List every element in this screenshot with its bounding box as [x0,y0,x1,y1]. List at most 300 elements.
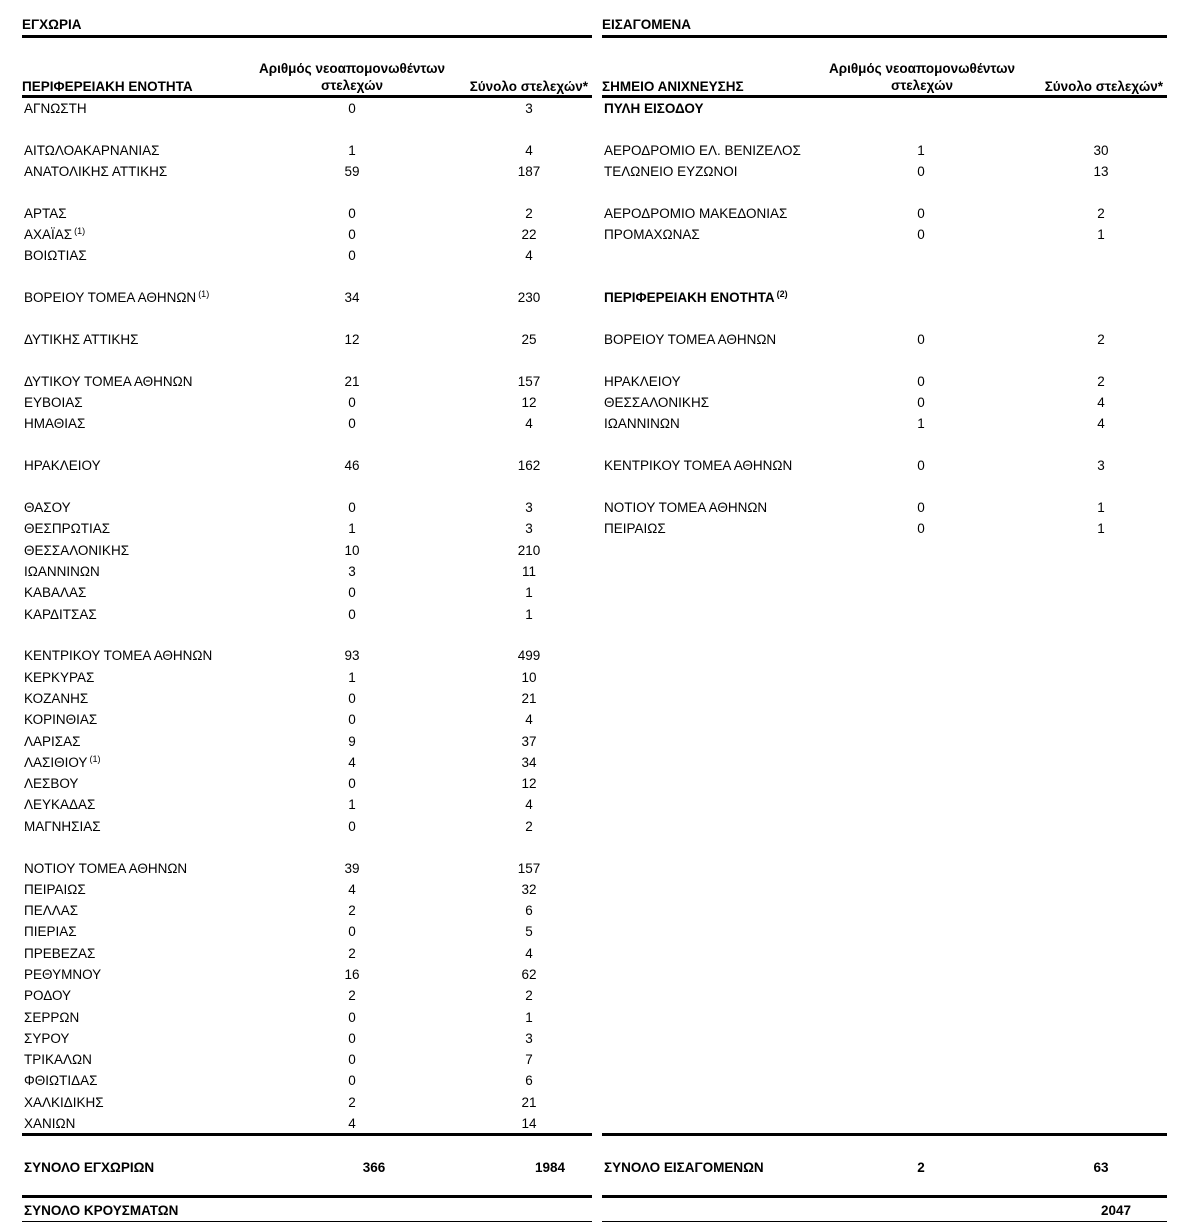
row-isolated-value: 1 [348,142,356,158]
row-name-text: ΡΟΔΟΥ [24,988,72,1004]
row-name-text: ΛΕΣΒΟΥ [24,776,79,792]
table-row [22,794,592,815]
imported-total-row [602,1158,1167,1178]
row-spacer [602,119,1167,140]
row-isolated-value: 10 [344,542,360,558]
row-isolated-value: 0 [348,248,356,264]
row-spacer [22,837,592,858]
row-total-value: 187 [517,164,541,180]
table-row [22,667,592,688]
row-name-text: ΑΕΡΟΔΡΟΜΙΟ ΕΛ. ΒΕΝΙΖΕΛΟΣ [604,142,801,158]
row-name-text: ΒΟΡΕΙΟΥ ΤΟΜΕΑ ΑΘΗΝΩΝ [604,332,777,348]
row-isolated-value: 34 [344,290,360,306]
table-row [22,985,592,1006]
row-total-value: 12 [521,776,537,792]
table-row [22,518,592,539]
table-row [22,816,592,837]
row-name [24,1070,97,1091]
row-spacer [22,625,592,646]
table-row [22,561,592,582]
grand-total-divider-left [22,1195,592,1198]
row-total-value: 4 [525,248,533,264]
row-isolated-value: 0 [348,606,356,622]
col-isolated-header: Αριθμός νεοαπομονωθέντων στελεχών [829,61,1015,93]
row-spacer [602,350,1167,371]
table-row [602,497,1167,518]
row-isolated-value: 0 [917,521,925,537]
table-row [22,98,592,119]
row-name [24,773,78,794]
table-row [22,497,592,518]
table-row [602,140,1167,161]
row-name-text: ΣΕΡΡΩΝ [24,1009,80,1025]
row-total-value: 4 [525,142,533,158]
row-name-text: ΑΡΤΑΣ [24,205,67,221]
table-row [22,224,592,245]
table-row [22,604,592,625]
footnote-marker: (1) [89,753,101,764]
row-isolated-value: 0 [348,1052,356,1068]
row-name-text: ΜΑΓΝΗΣΙΑΣ [24,818,101,834]
row-total-value: 6 [525,903,533,919]
row-isolated-value: 0 [348,818,356,834]
row-isolated-value: 1 [348,521,356,537]
row-name [24,329,138,350]
row-name-text: ΧΑΝΙΩΝ [24,1116,76,1132]
row-spacer [22,267,592,288]
table-row [22,161,592,182]
table-row [22,1007,592,1028]
row-name-text: ΚΕΝΤΡΙΚΟΥ ΤΟΜΕΑ ΑΘΗΝΩΝ [604,458,793,474]
row-name-text: ΠΕΙΡΑΙΩΣ [604,521,666,537]
table-row [22,943,592,964]
row-total-value: 13 [1093,164,1109,180]
table-row [22,455,592,476]
row-isolated-value: 12 [344,332,360,348]
row-spacer [602,267,1167,288]
row-name-text: ΕΥΒΟΙΑΣ [24,395,83,411]
row-name [604,203,787,224]
row-name [24,561,100,582]
row-isolated-value: 2 [348,1094,356,1110]
row-spacer [22,119,592,140]
row-total-value: 2 [525,205,533,221]
row-name [24,604,97,625]
row-total-value: 2 [1097,205,1105,221]
col-isolated-header: Αριθμός νεοαπομονωθέντων στελεχών [259,61,445,93]
row-isolated-value: 46 [344,458,360,474]
row-name [24,540,129,561]
row-isolated-value: 2 [348,945,356,961]
row-isolated-value: 0 [917,227,925,243]
table-row [22,540,592,561]
row-name [24,709,97,730]
row-name-text: ΑΧΑΪΑΣ [24,227,73,243]
row-name-text: ΛΕΥΚΑΔΑΣ [24,797,96,813]
row-name [24,497,71,518]
col-region-header: ΠΕΡΙΦΕΡΕΙΑΚΗ ΕΝΟΤΗΤΑ [22,79,193,94]
row-isolated-value: 0 [917,373,925,389]
row-name-text: ΣΥΡΟΥ [24,1030,70,1046]
table-row [602,392,1167,413]
row-total-value: 6 [525,1073,533,1089]
row-isolated-value: 0 [917,395,925,411]
table-row [602,287,1167,308]
row-name-text: ΑΙΤΩΛΟΑΚΑΡΝΑΝΙΑΣ [24,142,160,158]
row-isolated-value: 4 [348,1116,356,1132]
row-isolated-value: 0 [917,332,925,348]
row-name [604,161,737,182]
row-spacer [22,477,592,498]
imported-total-label: ΣΥΝΟΛΟ ΕΙΣΑΓΟΜΕΝΩΝ [604,1160,764,1175]
row-isolated-value: 0 [348,416,356,432]
table-row [22,203,592,224]
row-isolated-value: 4 [348,754,356,770]
row-name [24,140,159,161]
row-name-text: ΘΕΣΣΑΛΟΝΙΚΗΣ [604,395,710,411]
table-row [22,287,592,308]
row-total-value: 2 [525,988,533,1004]
table-row [22,921,592,942]
table-row [22,731,592,752]
row-total-value: 37 [521,733,537,749]
row-name-text: ΚΑΡΔΙΤΣΑΣ [24,606,97,622]
row-name [24,1092,104,1113]
row-name [604,392,709,413]
table-row [22,140,592,161]
row-name-text: ΚΑΒΑΛΑΣ [24,585,87,601]
domestic-total-row [22,1158,592,1178]
row-isolated-value: 0 [348,585,356,601]
row-name-text: ΠΕΡΙΦΕΡΕΙΑΚΗ ΕΝΟΤΗΤΑ [604,290,775,306]
row-name [24,582,86,603]
table-row [22,900,592,921]
row-total-value: 210 [517,542,541,558]
row-name-text: ΦΘΙΩΤΙΔΑΣ [24,1073,98,1089]
table-row [22,1113,592,1134]
row-total-value: 30 [1093,142,1109,158]
row-total-value: 230 [517,290,541,306]
row-isolated-value: 0 [348,712,356,728]
row-isolated-value: 0 [348,1009,356,1025]
row-name-text: ΗΜΑΘΙΑΣ [24,416,86,432]
row-isolated-value: 93 [344,648,360,664]
row-name-text: ΠΙΕΡΙΑΣ [24,924,77,940]
grand-total-row [22,1201,592,1221]
table-row [602,455,1167,476]
table-row [22,1049,592,1070]
domestic-total-total: 1984 [534,1160,566,1175]
row-name-text: ΠΕΙΡΑΙΩΣ [24,881,86,897]
imported-total-total: 63 [1093,1160,1109,1175]
row-name-text: ΛΑΣΙΘΙΟΥ [24,754,88,770]
row-total-value: 4 [525,416,533,432]
row-total-value: 1 [1097,500,1105,516]
domestic-section-title: ΕΓΧΩΡΙΑ [22,17,592,38]
row-name [24,688,88,709]
table-row [22,371,592,392]
row-total-value: 4 [525,945,533,961]
row-name [24,879,86,900]
footnote-marker: (2) [776,289,788,300]
row-isolated-value: 0 [348,205,356,221]
row-total-value: 14 [521,1116,537,1132]
row-total-value: 1 [525,606,533,622]
row-name [24,224,85,245]
row-isolated-value: 0 [917,458,925,474]
row-name-text: ΙΩΑΝΝΙΝΩΝ [604,416,680,432]
row-total-value: 25 [521,332,537,348]
row-total-value: 2 [1097,332,1105,348]
row-name-text: ΗΡΑΚΛΕΙΟΥ [24,458,101,474]
row-name-text: ΒΟΙΩΤΙΑΣ [24,248,87,264]
footnote-marker: (1) [74,226,86,237]
row-total-value: 1 [1097,521,1105,537]
row-isolated-value: 0 [348,924,356,940]
row-isolated-value: 0 [917,205,925,221]
row-name [24,1028,69,1049]
row-name-text: ΧΑΛΚΙΔΙΚΗΣ [24,1094,104,1110]
row-name [24,731,80,752]
col-point-header: ΣΗΜΕΙΟ ΑΝΙΧΝΕΥΣΗΣ [602,79,744,94]
table-row [22,964,592,985]
row-total-value: 10 [521,669,537,685]
col-total-header: Σύνολο στελεχών* [1044,79,1163,94]
table-row [602,329,1167,350]
row-name-text: ΚΕΝΤΡΙΚΟΥ ΤΟΜΕΑ ΑΘΗΝΩΝ [24,648,213,664]
row-total-value: 3 [525,101,533,116]
row-name [24,900,78,921]
row-total-value: 4 [525,797,533,813]
row-total-value: 3 [525,500,533,516]
imported-section-title: ΕΙΣΑΓΟΜΕΝΑ [602,17,1167,38]
row-isolated-value: 2 [348,988,356,1004]
row-name-text: ΤΕΛΩΝΕΙΟ ΕΥΖΩΝΟΙ [604,164,738,180]
table-row [22,645,592,666]
grand-total-label: ΣΥΝΟΛΟ ΚΡΟΥΣΜΑΤΩΝ [24,1203,179,1218]
row-name-text: ΔΥΤΙΚΗΣ ΑΤΤΙΚΗΣ [24,332,139,348]
row-name [24,794,95,815]
grand-total-underline-left [22,1221,592,1222]
row-name [24,371,193,392]
row-name-text: ΚΟΖΑΝΗΣ [24,690,89,706]
table-row [602,413,1167,434]
row-total-value: 22 [521,227,537,243]
row-name [24,455,101,476]
row-name-text: ΒΟΡΕΙΟΥ ΤΟΜΕΑ ΑΘΗΝΩΝ [24,290,197,306]
row-total-value: 1 [525,585,533,601]
row-total-value: 157 [517,373,541,389]
row-name [24,413,85,434]
table-row [602,371,1167,392]
row-spacer [22,309,592,330]
row-name [24,287,209,308]
row-total-value: 5 [525,924,533,940]
table-row [22,329,592,350]
row-name [24,921,77,942]
row-name [24,645,212,666]
grand-total-divider-right [602,1195,1167,1198]
row-total-value: 21 [521,1094,537,1110]
row-name [24,161,167,182]
row-name-text: ΚΕΡΚΥΡΑΣ [24,669,95,685]
row-total-value: 4 [1097,416,1105,432]
table-row [22,858,592,879]
table-row [22,582,592,603]
row-isolated-value: 1 [348,669,356,685]
row-total-value: 3 [1097,458,1105,474]
row-spacer [22,435,592,456]
row-name [604,287,788,308]
row-name [24,203,67,224]
row-name [604,497,767,518]
row-isolated-value: 21 [344,373,360,389]
row-total-value: 4 [1097,395,1105,411]
table-row [22,245,592,266]
table-row [602,203,1167,224]
row-isolated-value: 3 [348,563,356,579]
row-total-value: 2 [1097,373,1105,389]
row-isolated-value: 0 [917,164,925,180]
row-total-value: 32 [521,881,537,897]
row-isolated-value: 59 [344,164,360,180]
row-name-text: ΔΥΤΙΚΟΥ ΤΟΜΕΑ ΑΘΗΝΩΝ [24,373,193,389]
row-name-text: ΠΡΟΜΑΧΩΝΑΣ [604,227,700,243]
row-name-text: ΘΕΣΠΡΩΤΙΑΣ [24,521,111,537]
row-isolated-value: 0 [348,227,356,243]
row-total-value: 21 [521,690,537,706]
row-spacer [602,309,1167,330]
row-total-value: 1 [525,1009,533,1025]
grand-total-value: 2047 [1100,1203,1132,1218]
row-isolated-value: 39 [344,860,360,876]
domestic-total-label: ΣΥΝΟΛΟ ΕΓΧΩΡΙΩΝ [24,1160,155,1175]
domestic-table-header [22,60,592,98]
row-isolated-value: 1 [348,797,356,813]
row-spacer [602,435,1167,456]
row-name-text: ΘΕΣΣΑΛΟΝΙΚΗΣ [24,542,130,558]
row-isolated-value: 0 [348,500,356,516]
row-name [24,392,83,413]
table-row [22,413,592,434]
row-isolated-value: 0 [348,690,356,706]
row-name-text: ΠΡΕΒΕΖΑΣ [24,945,96,961]
row-name [24,1049,92,1070]
row-total-value: 11 [521,563,536,579]
row-total-value: 2 [525,818,533,834]
row-total-value: 34 [521,754,537,770]
row-isolated-value: 16 [344,967,360,982]
table-row [22,773,592,794]
row-isolated-value: 0 [348,101,356,116]
table-row [22,1092,592,1113]
grand-total-underline-right [602,1221,1167,1222]
row-name [604,518,666,539]
row-isolated-value: 0 [348,1073,356,1089]
footnote-marker: (1) [198,289,210,300]
row-isolated-value: 0 [348,395,356,411]
col-total-header: Σύνολο στελεχών* [469,79,588,94]
row-total-value: 157 [517,860,541,876]
table-row [22,752,592,773]
row-name-text: ΚΟΡΙΝΘΙΑΣ [24,712,98,728]
row-name [24,245,87,266]
row-total-value: 499 [517,648,541,664]
row-name [24,1007,79,1028]
row-name-text: ΛΑΡΙΣΑΣ [24,733,81,749]
row-isolated-value: 9 [348,733,356,749]
table-row [602,98,1167,119]
table-row [602,245,1167,266]
table-row [22,1070,592,1091]
row-total-value: 3 [525,1030,533,1046]
imported-table-header [602,60,1167,98]
row-total-value: 12 [521,395,537,411]
row-name-text: ΠΕΛΛΑΣ [24,903,79,919]
row-name-text: ΤΡΙΚΑΛΩΝ [24,1052,92,1068]
row-name [604,413,680,434]
table-row [602,224,1167,245]
grand-total-value-row [602,1201,1167,1221]
row-spacer [22,350,592,371]
row-name [24,964,101,985]
row-isolated-value: 4 [348,881,356,897]
row-name [24,518,110,539]
row-isolated-value: 0 [348,1030,356,1046]
table-row [22,1028,592,1049]
row-name [604,224,700,245]
table-row [22,709,592,730]
row-name [604,371,681,392]
row-name [24,985,71,1006]
row-isolated-value: 1 [917,142,925,158]
row-isolated-value: 1 [917,416,925,432]
row-name [24,858,187,879]
row-total-value: 3 [525,521,533,537]
row-total-value: 162 [517,458,541,474]
row-total-value: 1 [1097,227,1105,243]
row-spacer [602,477,1167,498]
row-name-text: ΡΕΘΥΜΝΟΥ [24,967,102,982]
imported-total-divider [602,1133,1167,1136]
row-total-value: 62 [521,967,537,982]
row-name-text: ΙΩΑΝΝΙΝΩΝ [24,563,100,579]
domestic-total-isolated: 366 [362,1160,386,1175]
row-total-value: 7 [525,1052,533,1068]
row-name-text: ΗΡΑΚΛΕΙΟΥ [604,373,681,389]
imported-rows [602,98,1167,540]
row-name-text: ΠΥΛΗ ΕΙΣΟΔΟΥ [604,101,704,116]
row-name [24,816,101,837]
row-spacer [22,182,592,203]
row-name-text: ΘΑΣΟΥ [24,500,71,516]
table-row [22,688,592,709]
row-name-text: ΑΕΡΟΔΡΟΜΙΟ ΜΑΚΕΔΟΝΙΑΣ [604,205,788,221]
table-row [602,161,1167,182]
row-name [604,140,801,161]
row-isolated-value: 0 [348,776,356,792]
table-row [22,392,592,413]
row-name [24,943,95,964]
row-spacer [602,182,1167,203]
domestic-total-divider [22,1133,592,1136]
row-name [24,752,100,773]
row-name-text: ΑΝΑΤΟΛΙΚΗΣ ΑΤΤΙΚΗΣ [24,164,168,180]
table-row [22,879,592,900]
row-name [604,329,776,350]
row-name-text: ΝΟΤΙΟΥ ΤΟΜΕΑ ΑΘΗΝΩΝ [604,500,768,516]
imported-total-isolated: 2 [917,1160,925,1175]
